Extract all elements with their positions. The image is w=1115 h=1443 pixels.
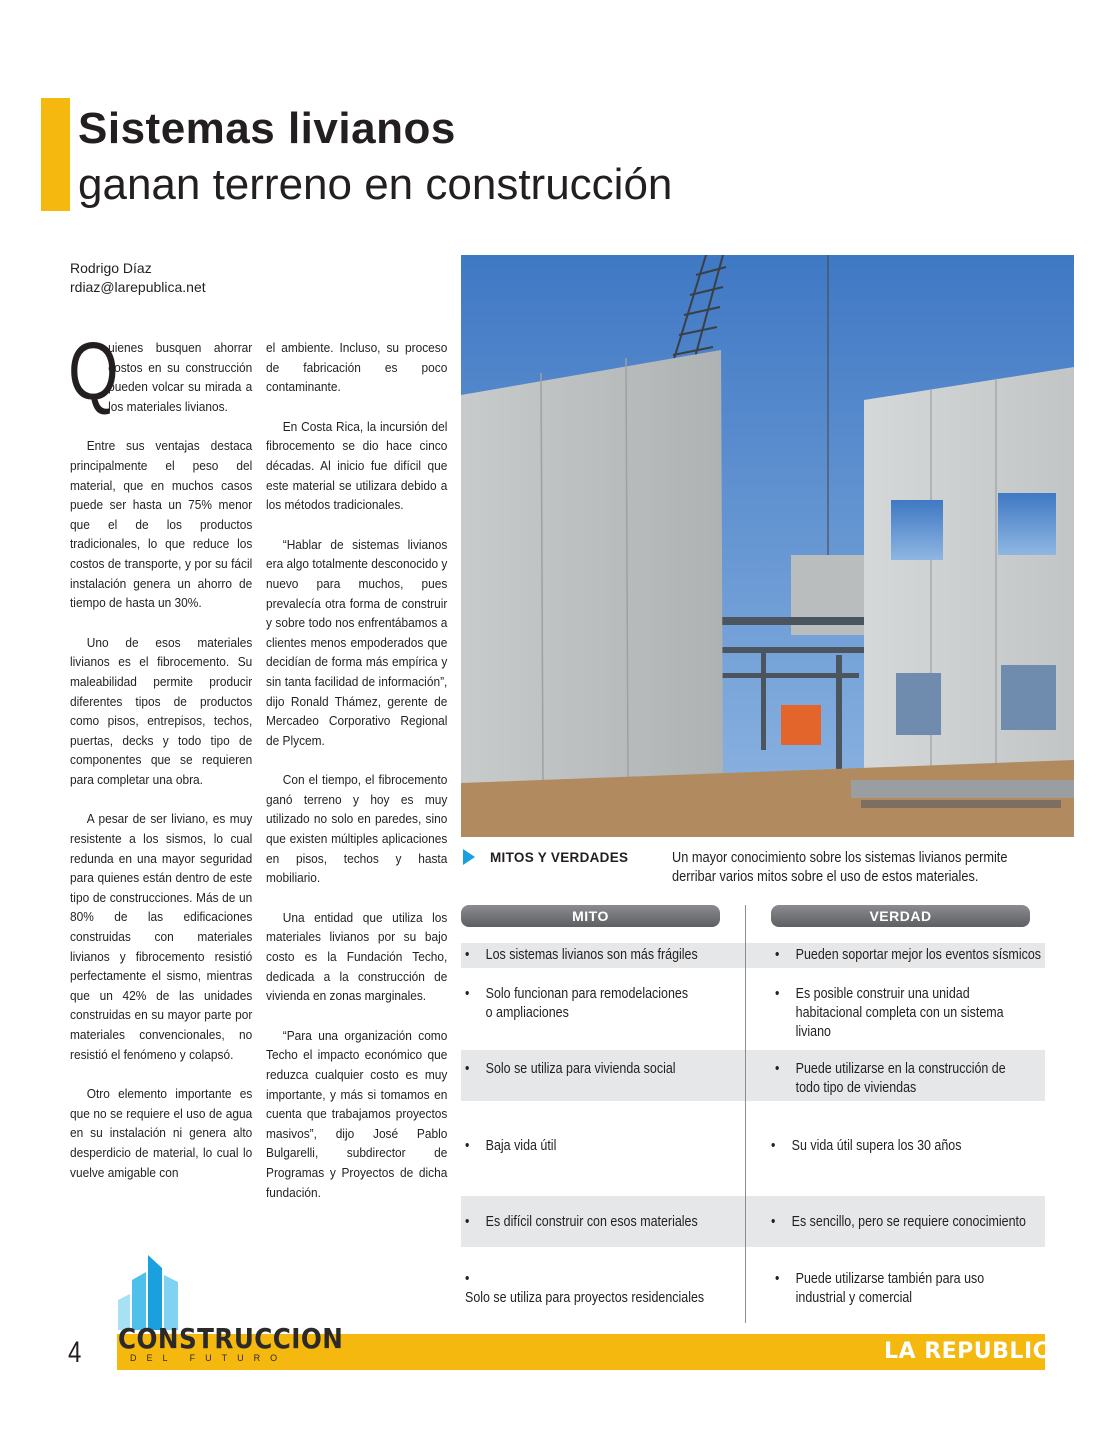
myth-item: • Solo se utiliza para vivienda social	[465, 1061, 676, 1077]
paragraph: Una entidad que utiliza los materiales livianos por su bajo costo es la Fundación Techo, dedicada a la construcción de vivienda en zonas marginales.	[266, 909, 448, 1004]
truth-item: • Puede utilizarse en la construcción de todo tipo de viviendas	[775, 1061, 1006, 1096]
paragraph: “Hablar de sistemas livianos era algo totalmente desconocido y nuevo para muchos, pues prevalecía otra forma de construir y sobre todo nos enfrentábamos a clientes menos empoderados que decidían de forma más empírica y sin tanta facilidad de información”, dijo Ronald Thámez, gerente de Mercadeo Corporativo Regional de Plycem.	[266, 536, 448, 748]
paragraph: Q uienes busquen ahorrar costos en su construcción pueden volcar su mirada a los materiales livianos.	[68, 326, 253, 417]
myth-item: • Los sistemas livianos son más frágiles	[465, 947, 698, 963]
paragraph: “Para una organización como Techo el impacto económico que reduzca cualquier costo es muy importante, y más si tomamos en cuenta que trabajamos proyectos masivos”, dijo José Pablo Bulgarelli, subdirector de Programas y Proyectos de dicha fundación.	[266, 1027, 448, 1200]
sidebar-label: MITOS Y VERDADES	[490, 850, 629, 865]
truth-item: • Su vida útil supera los 30 años	[771, 1138, 962, 1154]
dropcap: Q	[68, 326, 119, 417]
truth-item: • Pueden soportar mejor los eventos sísmicos	[775, 947, 1042, 963]
page-number: 4	[68, 1336, 82, 1369]
column-header-verdad: VERDAD	[771, 905, 1030, 927]
author-email[interactable]: rdiaz@larepublica.net	[70, 279, 206, 295]
paragraph: Uno de esos materiales livianos es el fibrocemento. Su maleabilidad permite producir diferentes tipos de productos como pisos, entrepisos, techos, puertas, decks y todo tipo de componentes que se requieren para completar una obra.	[70, 634, 253, 787]
sidebar-intro: Un mayor conocimiento sobre los sistemas livianos permite derribar varios mitos sobre el uso de estos materiales.	[672, 850, 1008, 885]
play-arrow-icon	[463, 849, 475, 865]
article-column-1	[68, 326, 253, 1202]
paragraph: A pesar de ser liviano, es muy resistente a los sismos, lo cual redunda en una mayor seguridad para quienes están dentro de este tipo de construcciones. Más de un 80% de las edificaciones construidas con materiales livianos y fibrocemento resistió perfectamente el sismo, mientras que un 42% de las unidades construidas en su mayor parte por materiales convencionales, no resistió el fenómeno y colapsó.	[70, 811, 253, 1062]
headline-line2: ganan terreno en construcción	[78, 160, 673, 209]
paragraph: En Costa Rica, la incursión del fibrocemento se dio hace cinco décadas. Al inicio fue difícil que este material se utilizara debido a los métodos tradicionales.	[266, 418, 448, 513]
paragraph: Otro elemento importante es que no se requiere el uso de agua en su instalación ni genera alto desperdicio de material, lo cual lo vuelve amigable con	[70, 1086, 253, 1180]
title-accent-bar	[41, 98, 70, 211]
building-logo-icon	[118, 1250, 198, 1330]
paragraph: Entre sus ventajas destaca principalmente el peso del material, que en muchos casos puede ser hasta un 75% menor que el de los productos tradicionales, lo que reduce los costos de transporte, y por su fácil instalación genera un ahorro de tiempo de hasta un 30%.	[70, 438, 253, 611]
myth-item: • Baja vida útil	[465, 1138, 557, 1154]
construction-photo	[461, 255, 1074, 837]
truth-item: • Puede utilizarse también para uso industrial y comercial	[775, 1271, 985, 1306]
publication-logo: LA REPUBLICA	[884, 1339, 1067, 1364]
author-name: Rodrigo Díaz	[70, 260, 152, 276]
truth-item: • Es posible construir una unidad habitacional completa con un sistema liviano	[775, 986, 1004, 1040]
headline-line1: Sistemas livianos	[78, 104, 456, 153]
column-header-mito: MITO	[461, 905, 720, 927]
paragraph: el ambiente. Incluso, su proceso de fabricación es poco contaminante.	[266, 340, 448, 395]
truth-item: • Es sencillo, pero se requiere conocimiento	[771, 1214, 1026, 1230]
paragraph: Con el tiempo, el fibrocemento ganó terreno y hoy es muy utilizado no solo en paredes, sino que existen múltiples aplicaciones en pisos, techos y hasta mobiliario.	[266, 772, 448, 886]
myth-item: •Solo se utiliza para proyectos residenciales	[465, 1271, 705, 1306]
byline	[70, 259, 206, 297]
myth-item: • Es difícil construir con esos materiales	[465, 1214, 698, 1230]
article-column-2	[266, 338, 447, 1222]
section-logo-sub: DEL FUTURO	[130, 1353, 288, 1363]
section-logo: CONSTRUCCION	[118, 1322, 344, 1355]
column-divider	[745, 905, 746, 1323]
myth-item: • Solo funcionan para remodelaciones o ampliaciones	[465, 986, 689, 1021]
